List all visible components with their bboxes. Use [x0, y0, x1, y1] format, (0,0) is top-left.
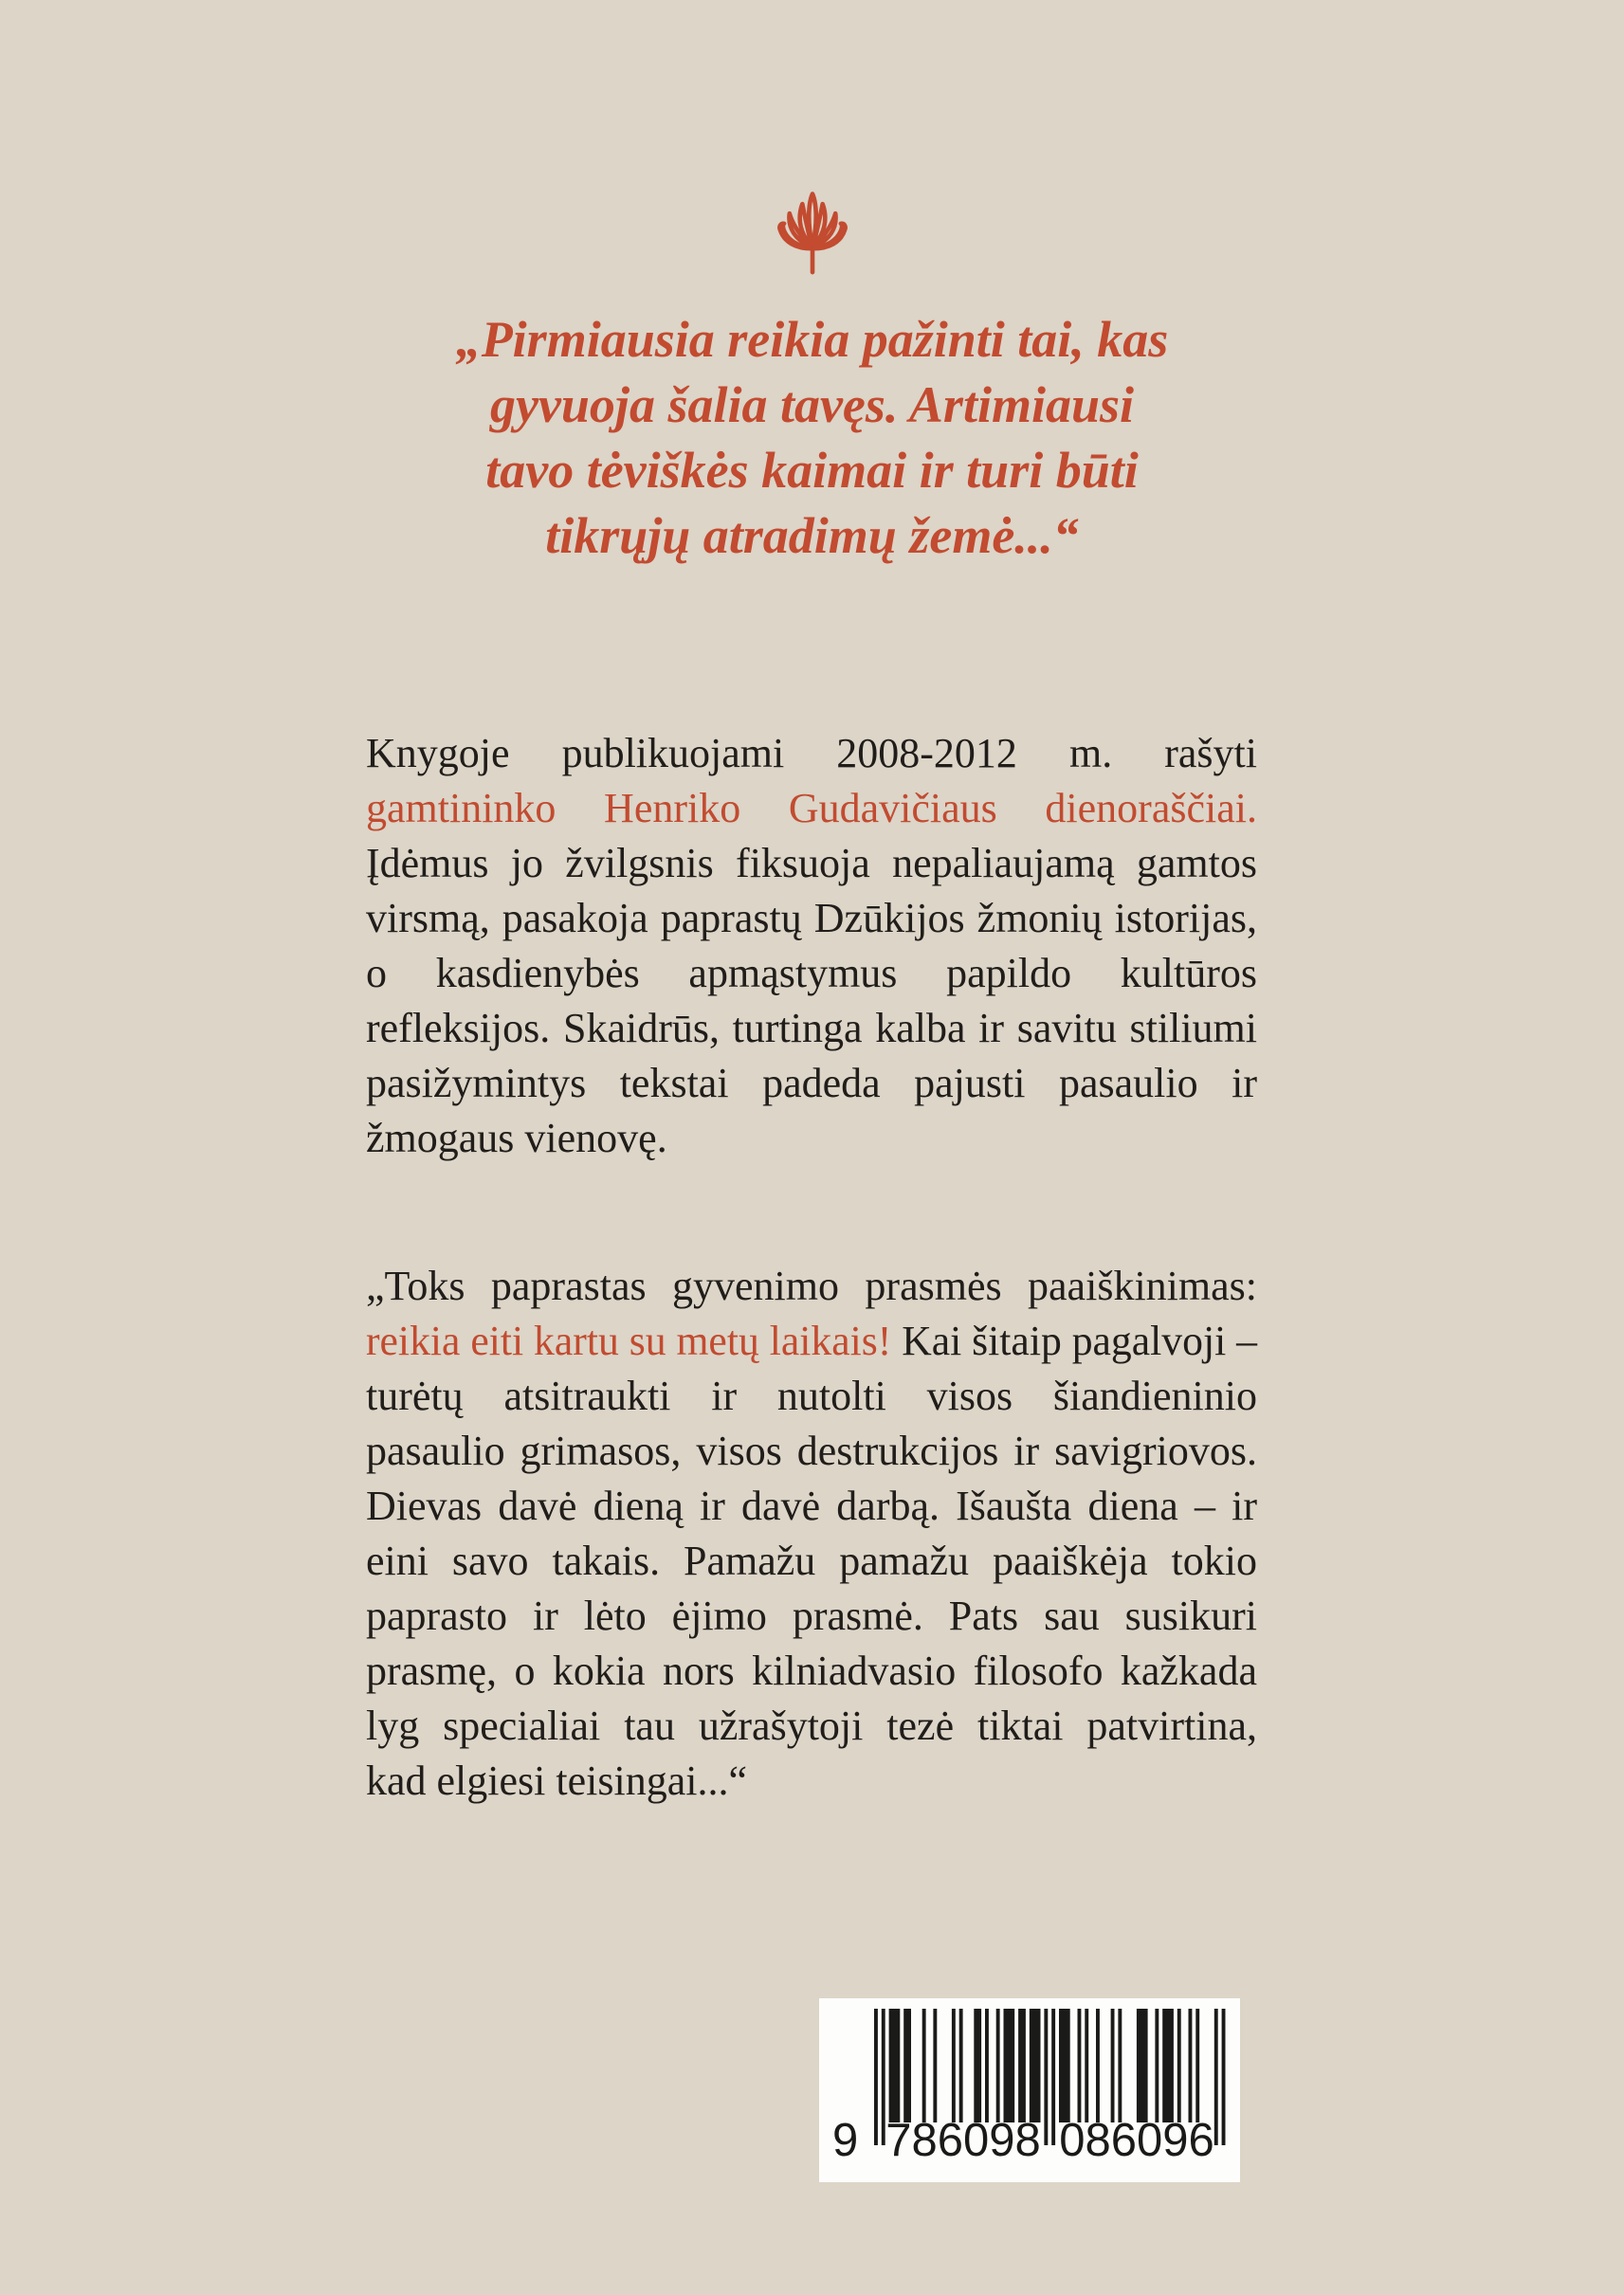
text-run: tikrųjų atradimų žemė...“ [545, 507, 1079, 564]
isbn-digit-group-2: 086096 [1059, 2115, 1214, 2166]
text-run: pasižymintys tekstai padeda pajusti pasaulio ir [366, 1060, 1257, 1106]
publisher-leaf-icon [772, 186, 853, 275]
text-run: „Toks paprastas gyvenimo prasmės paaiškinimas: [366, 1263, 1257, 1309]
text-run: refleksijos. Skaidrūs, turtinga kalba ir savitu stiliumi [366, 1005, 1257, 1051]
paragraph-line [366, 1369, 1257, 1424]
paragraph-line [366, 1479, 1257, 1534]
quote-line [244, 438, 1381, 503]
text-run: reikia eiti kartu su metų laikais! [366, 1318, 892, 1364]
text-run: Kai šitaip pagalvoji – [891, 1318, 1257, 1364]
paragraph-line [366, 1644, 1257, 1699]
paragraph-line [366, 1259, 1257, 1314]
text-run: kad elgiesi teisingai...“ [366, 1758, 747, 1804]
paragraph-line [366, 1314, 1257, 1369]
text-run: o kasdienybės apmąstymus papildo kultūros [366, 950, 1257, 996]
text-run: prasmę, o kokia nors kilniadvasio filosofo kažkada [366, 1648, 1257, 1694]
isbn-digit-group-1: 786098 [885, 2115, 1041, 2166]
paragraph-line [366, 781, 1257, 836]
text-run: turėtų atsitraukti ir nutolti visos šiandieninio [366, 1373, 1257, 1419]
paragraph-line [366, 946, 1257, 1001]
paragraph-line [366, 1056, 1257, 1111]
quote-line [244, 373, 1381, 438]
paragraph-line [366, 1424, 1257, 1479]
paragraph-line [366, 1754, 1257, 1809]
paragraph-line [366, 1699, 1257, 1754]
cover-quote [244, 307, 1381, 569]
text-run: paprasto ir lėto ėjimo prasmė. Pats sau susikuri [366, 1593, 1257, 1639]
quote-line [244, 307, 1381, 373]
isbn-digit-system: 9 [832, 2115, 859, 2166]
annotation-paragraph-1 [366, 726, 1257, 1166]
paragraph-line [366, 1001, 1257, 1056]
text-run: Knygoje publikuojami 2008-2012 m. rašyti [366, 730, 1257, 776]
text-run: pasaulio grimasos, visos destrukcijos ir savigriovos. [366, 1428, 1257, 1474]
text-run: tavo tėviškės kaimai ir turi būti [485, 442, 1139, 499]
text-run: virsmą, pasakoja paprastų Dzūkijos žmonių istorijas, [366, 895, 1257, 941]
text-run: gamtininko Henriko Gudavičiaus dienoraščiai. [366, 785, 1257, 831]
text-run: žmogaus vienovę. [366, 1115, 667, 1161]
paragraph-line [366, 1111, 1257, 1166]
quote-line [244, 503, 1381, 569]
annotation-paragraph-2 [366, 1259, 1257, 1809]
text-run: Dievas davė dieną ir davė darbą. Išaušta diena – ir [366, 1483, 1257, 1529]
paragraph-line [366, 1589, 1257, 1644]
text-run: „Pirmiausia reikia pažinti tai, kas [455, 311, 1169, 368]
text-run: lyg specialiai tau užrašytoji tezė tiktai patvirtina, [366, 1703, 1257, 1749]
paragraph-line [366, 891, 1257, 946]
paragraph-line [366, 836, 1257, 891]
text-run: Įdėmus jo žvilgsnis fiksuoja nepaliaujamą gamtos [366, 840, 1257, 886]
paragraph-line [366, 1534, 1257, 1589]
paragraph-line [366, 726, 1257, 781]
text-run: gyvuoja šalia tavęs. Artimiausi [489, 376, 1135, 433]
isbn-barcode [819, 1998, 1240, 2182]
text-run: eini savo takais. Pamažu pamažu paaiškėja tokio [366, 1538, 1257, 1584]
